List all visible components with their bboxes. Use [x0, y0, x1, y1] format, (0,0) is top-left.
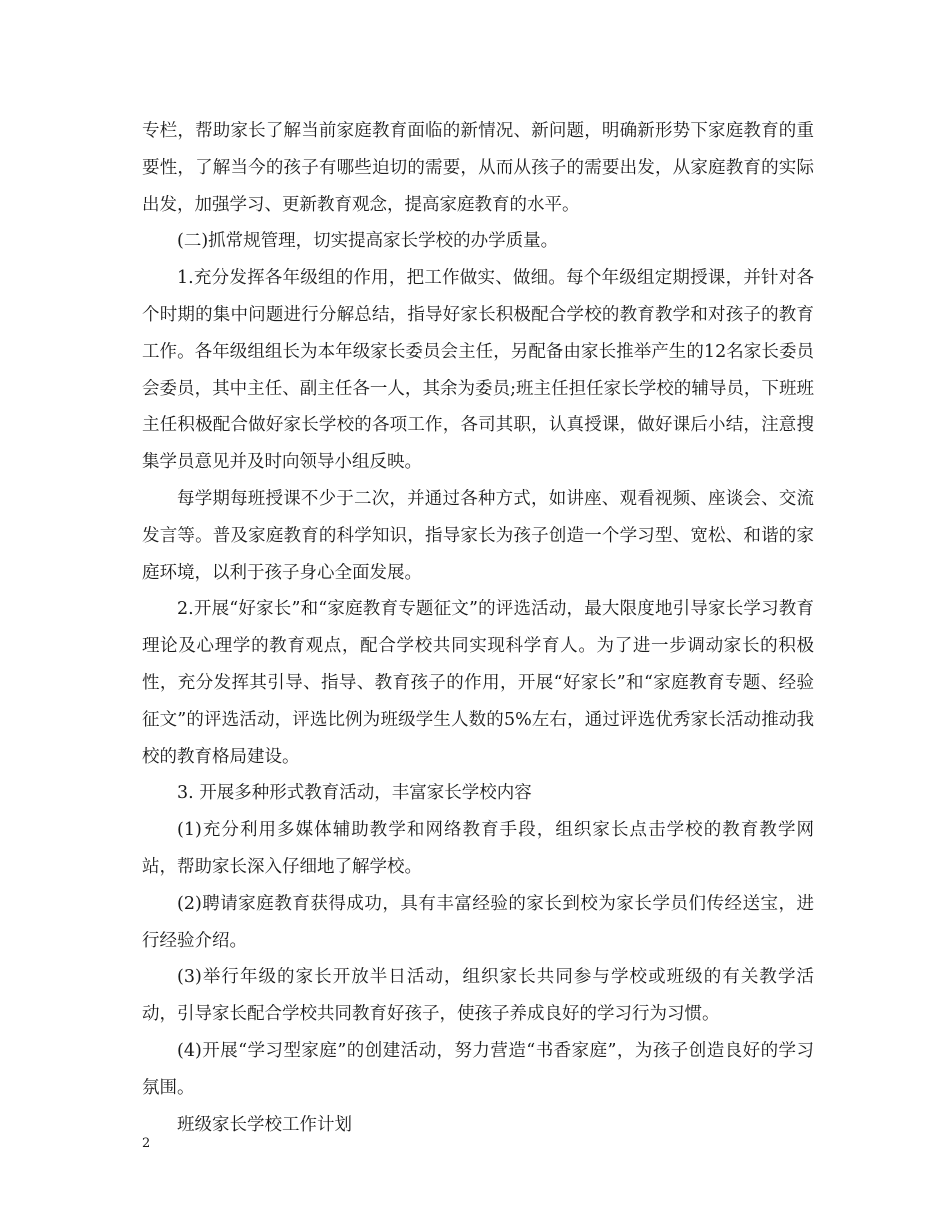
- list-item-experienced-parents: (2)聘请家庭教育获得成功，具有丰富经验的家长到校为家长学员们传经送宝，进行经验介绍。: [142, 893, 814, 951]
- page-number: 2: [142, 1136, 151, 1151]
- list-item-open-day: (3)举行年级的家长开放半日活动，组织家长共同参与学校或班级的有关教学活动，引导家长配合学校共同教育好孩子，使孩子养成良好的学习行为习惯。: [142, 967, 814, 1025]
- paragraph-good-parent-selection: 2.开展“好家长”和“家庭教育专题征文”的评选活动，最大限度地引导家长学习教育理论及心理学的教育观点，配合学校共同实现科学育人。为了进一步调动家长的积极性，充分发挥其引导、指导、教育孩子的作用，开展“好家长”和“家庭教育专题、经验征文”的评选活动，评选比例为班级学生人数的5%左右，通过评选优秀家长活动推动我校的教育格局建设。: [142, 599, 814, 767]
- list-item-learning-family: (4)开展“学习型家庭”的创建活动，努力营造“书香家庭”，为孩子创造良好的学习氛围。: [142, 1040, 814, 1098]
- section-heading-diverse-activities: 3. 开展多种形式教育活动，丰富家长学校内容: [177, 783, 532, 804]
- paragraph-grade-groups: 1.充分发挥各年级组的作用，把工作做实、做细。每个年级组定期授课，并针对各个时期的集中问题进行分解总结，指导好家长积极配合学校的教育教学和对孩子的教育工作。各年级组组长为本年级家长委员会主任，另配备由家长推举产生的12名家长委员会委员，其中主任、副主任各一人，其余为委员;班主任担任家长学校的辅导员，下班班主任积极配合做好家长学校的各项工作，各司其职，认真授课，做好课后小结，注意搜集学员意见并及时向领导小组反映。: [142, 268, 814, 473]
- document-title-class-parent-school-plan: 班级家长学校工作计划: [177, 1114, 352, 1135]
- section-heading-routine-management: (二)抓常规管理，切实提高家长学校的办学质量。: [177, 231, 559, 252]
- list-item-multimedia: (1)充分利用多媒体辅助教学和网络教育手段，组织家长点击学校的教育教学网站，帮助家长深入仔细地了解学校。: [142, 820, 814, 877]
- document-body: [142, 113, 814, 1143]
- paragraph-lesson-frequency: 每学期每班授课不少于二次，并通过各种方式，如讲座、观看视频、座谈会、交流发言等。普及家庭教育的科学知识，指导家长为孩子创造一个学习型、宽松、和谐的家庭环境，以利于孩子身心全面发展。: [142, 488, 814, 583]
- paragraph-intro-continued: 专栏，帮助家长了解当前家庭教育面临的新情况、新问题，明确新形势下家庭教育的重要性，了解当今的孩子有哪些迫切的需要，从而从孩子的需要出发，从家庭教育的实际出发，加强学习、更新教育观念，提高家庭教育的水平。: [142, 121, 814, 215]
